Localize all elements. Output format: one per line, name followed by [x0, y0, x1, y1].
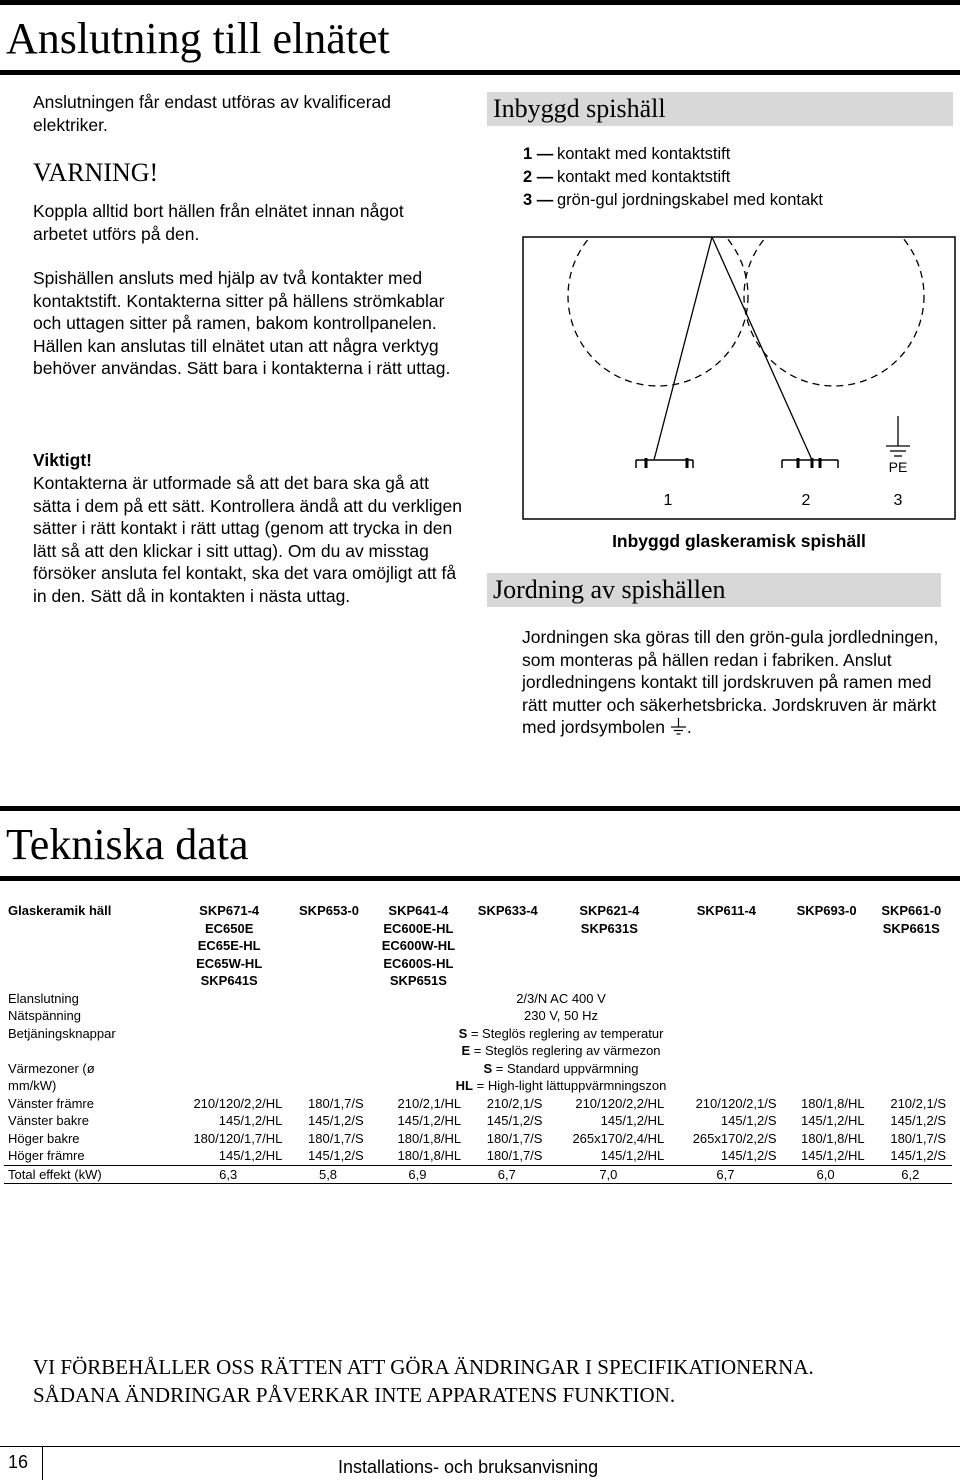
total-value: 5,8 [288, 1165, 369, 1184]
zone-value: 180/1,8/HL [801, 1095, 865, 1111]
spec-code: S [458, 1025, 468, 1041]
model-name: SKP661S [882, 920, 940, 936]
tech-title-rule [0, 876, 960, 881]
model-cell [288, 896, 369, 990]
spec-text: = Steglös reglering av värmezon [470, 1043, 661, 1058]
connector-number: 1 — [523, 145, 554, 163]
ground-symbol [886, 416, 910, 456]
zone-label: Höger främre [8, 1148, 85, 1163]
zone-value: 145/1,2/HL [218, 1113, 283, 1128]
spec-text: = Standard uppvärmning [492, 1060, 639, 1076]
spec-text: = High-light lättuppvärmningszon [473, 1078, 667, 1093]
tech-table [4, 896, 952, 1184]
page-number: 16 [8, 1452, 29, 1472]
zone-row [4, 1095, 952, 1113]
spec-row [4, 1025, 952, 1043]
model-name: SKP641S [200, 973, 258, 988]
intro-text: Anslutningen får endast utföras av kvalificerad elektriker. [33, 92, 391, 135]
hob-frame [523, 237, 955, 519]
model-name: SKP661-0 [881, 903, 942, 918]
model-name: SKP621-4 [579, 903, 640, 918]
zone-value: 180/1,7/S [486, 1148, 543, 1163]
grounding-title: Jordning av spishällen [493, 575, 726, 604]
zone-row [4, 1112, 952, 1130]
model-name: EC650E [204, 920, 254, 936]
spec-label: Nätspänning [8, 1008, 81, 1023]
zone-value: 180/1,7/S [486, 1130, 543, 1146]
builtin-title-text: Inbyggd spishäll [493, 94, 666, 123]
spec-label [4, 1042, 170, 1060]
zone-value: 180/1,8/HL [801, 1130, 865, 1146]
model-name: EC65E-HL [197, 938, 261, 953]
spec-row [4, 990, 952, 1008]
zone-value: 145/1,2/S [890, 1113, 946, 1128]
connector-list [523, 143, 823, 212]
zone-label: Vänster främre [8, 1095, 94, 1111]
spec-code: E [461, 1043, 471, 1058]
spec-value [170, 1042, 952, 1060]
section-title: Anslutning till elnätet [6, 14, 390, 63]
model-name: EC600W-HL [381, 938, 456, 953]
disclaimer [33, 1353, 814, 1409]
connector-text: kontakt med kontaktstift [557, 145, 731, 163]
model-cell [170, 896, 288, 990]
zone-value: 210/120/2,2/HL [193, 1095, 283, 1111]
model-name: SKP653-0 [299, 903, 359, 918]
zone-value: 145/1,2/S [308, 1148, 364, 1163]
total-value: 7,0 [548, 1165, 670, 1184]
zone-row [4, 1147, 952, 1165]
zone-value: 210/2,1/S [890, 1095, 946, 1111]
grounding-paragraph: Jordningen ska göras till den grön-gula jordledningen, som monteras på hällen redan i fabriken. Anslut jordledningens kontakt till jordskruven på ramen med rätt mutter och säkerhetsbricka. Jordskruven är märkt med jordsymbolen [522, 627, 939, 738]
diagram-caption: Inbyggd glaskeramisk spishäll [612, 531, 866, 551]
spec-code: S [483, 1060, 493, 1076]
model-name: EC600S-HL [383, 955, 454, 971]
connector-2-socket [782, 458, 838, 468]
zone-value: 145/1,2/HL [801, 1148, 865, 1163]
zone-value: 180/1,7/S [308, 1130, 364, 1146]
footer-divider [42, 1446, 43, 1480]
builtin-title [487, 92, 953, 126]
zone-label: Vänster bakre [8, 1113, 89, 1128]
connector-item [523, 166, 823, 189]
model-name: EC600E-HL [383, 920, 454, 936]
zone-value: 210/2,1/S [486, 1095, 543, 1111]
zone-value: 180/1,8/HL [397, 1148, 462, 1163]
grounding-text [522, 626, 940, 739]
total-value: 6,0 [783, 1165, 871, 1184]
model-name: SKP651S [389, 973, 447, 988]
model-cell [467, 896, 548, 990]
spec-row [4, 1007, 952, 1025]
spec-text: 2/3/N AC 400 V [516, 990, 606, 1006]
tech-top-rule [0, 806, 960, 811]
zone-value: 145/1,2/HL [218, 1148, 283, 1163]
important-title: Viktigt! [33, 450, 92, 470]
spec-text: = Steglös reglering av temperatur [467, 1025, 664, 1041]
connector-text: grön-gul jordningskabel med kontakt [557, 191, 823, 209]
model-name: SKP671-4 [199, 903, 260, 918]
connector-1-socket [636, 458, 693, 468]
zone-value: 210/120/2,2/HL [575, 1095, 665, 1111]
spec-value [170, 990, 952, 1008]
spec-value [170, 1060, 952, 1078]
connector-text: kontakt med kontaktstift [557, 168, 731, 186]
zone-row [4, 1130, 952, 1148]
connector-number: 3 — [523, 191, 554, 209]
zone-value: 265x170/2,2/S [692, 1130, 777, 1146]
model-row [4, 896, 952, 990]
model-cell [548, 896, 670, 990]
spec-value [170, 1077, 952, 1095]
disclaimer-line: VI FÖRBEHÅLLER OSS RÄTTEN ATT GÖRA ÄNDRINGAR I SPECIFIKATIONERNA. [33, 1355, 814, 1379]
zone-value: 265x170/2,4/HL [572, 1130, 665, 1146]
total-value: 6,7 [467, 1165, 548, 1184]
spec-label: Värmezoner (ø [8, 1060, 95, 1076]
model-name: SKP641-4 [388, 903, 449, 918]
spec-label: mm/kW) [8, 1078, 57, 1093]
spec-value [170, 1007, 952, 1025]
ground-icon [670, 718, 687, 735]
diagram-label-3: 3 [893, 492, 903, 509]
zone-value: 145/1,2/S [890, 1148, 946, 1163]
pe-label: PE [888, 459, 908, 475]
zone-value: 145/1,2/S [308, 1113, 364, 1128]
connector-item [523, 143, 823, 166]
zone-value: 145/1,2/S [486, 1113, 543, 1128]
grounding-period: . [686, 717, 692, 738]
spec-code: HL [455, 1078, 474, 1093]
spec-label: Elanslutning [8, 990, 79, 1006]
spec-label: Betjäningsknappar [8, 1025, 116, 1041]
zone-value: 145/1,2/HL [600, 1113, 665, 1128]
model-cell [370, 896, 467, 990]
total-row [4, 1165, 952, 1184]
zone-value: 180/1,8/HL [397, 1130, 462, 1146]
footer-rule [0, 1446, 960, 1447]
title-rule [0, 70, 960, 75]
model-name: EC65W-HL [196, 955, 263, 971]
zone-value: 145/1,2/S [720, 1113, 777, 1128]
total-value: 6,2 [871, 1165, 952, 1184]
zone-value: 145/1,2/HL [801, 1113, 865, 1128]
spec-value [170, 1025, 952, 1043]
model-name: SKP631S [580, 920, 638, 936]
important-text: Kontakterna är utformade så att det bara ska gå att sätta i dem på ett sätt. Kontrollera ändå att du verkligen sätter i rätt kontakt i rätt uttag (genom att trycka in den lätt så att den klickar i sitt uttag). Om du av misstag försöker ansluta fel kontakt, ska det vara omöjligt att få in den. Sätt då in kontakten i nästa uttag. [33, 473, 462, 606]
hob-diagram [522, 236, 956, 520]
connector-number: 2 — [523, 168, 554, 186]
cable-right [712, 237, 812, 460]
connection-paragraph: Spishällen ansluts med hjälp av två kontakter med kontaktstift. Kontakterna sitter på hällens strömkablar och uttagen sitter på ramen, bakom kontrollpanelen. Hällen kan anslutas till elnätet utan att några verktyg behöver användas. Sätt bara i kontakterna i rätt uttag. [33, 268, 451, 379]
spec-row [4, 1077, 952, 1095]
zone-value: 180/1,7/S [890, 1130, 946, 1146]
connector-item [523, 189, 823, 212]
diagram-label-2: 2 [801, 492, 811, 509]
zone-value: 210/120/2,1/S [695, 1095, 777, 1111]
zone-value: 145/1,2/HL [600, 1148, 665, 1163]
model-cell [871, 896, 952, 990]
manual-name: Installations- och bruksanvisning [338, 1457, 599, 1477]
zone-value: 210/2,1/HL [397, 1095, 462, 1111]
model-name: SKP633-4 [477, 903, 538, 918]
total-value: 6,7 [670, 1165, 782, 1184]
zone-value: 145/1,2/HL [397, 1113, 462, 1128]
total-value: 6,3 [170, 1165, 288, 1184]
model-name: SKP611-4 [696, 903, 757, 918]
model-name: SKP693-0 [796, 903, 857, 918]
total-value: 6,9 [370, 1165, 467, 1184]
spec-text: 230 V, 50 Hz [524, 1008, 598, 1023]
cooking-zone-right [744, 236, 924, 386]
zone-label: Höger bakre [8, 1130, 80, 1146]
warning-title: VARNING! [33, 158, 159, 187]
top-rule [0, 0, 960, 5]
cable-left [654, 237, 712, 460]
zone-value: 180/1,7/S [308, 1095, 364, 1111]
tech-title: Tekniska data [6, 820, 249, 869]
total-label: Total effekt (kW) [4, 1165, 170, 1184]
table-header-label: Glaskeramik häll [8, 903, 112, 918]
disclaimer-line: SÅDANA ÄNDRINGAR PÅVERKAR INTE APPARATENS FUNKTION. [33, 1383, 676, 1407]
diagram-label-1: 1 [663, 492, 673, 509]
model-cell [670, 896, 782, 990]
spec-row [4, 1060, 952, 1078]
zone-value: 180/120/1,7/HL [193, 1130, 283, 1146]
zone-value: 145/1,2/S [720, 1148, 777, 1163]
warning-text: Koppla alltid bort hällen från elnätet innan något arbetet utförs på den. [33, 201, 404, 244]
model-cell [783, 896, 871, 990]
spec-row [4, 1042, 952, 1060]
